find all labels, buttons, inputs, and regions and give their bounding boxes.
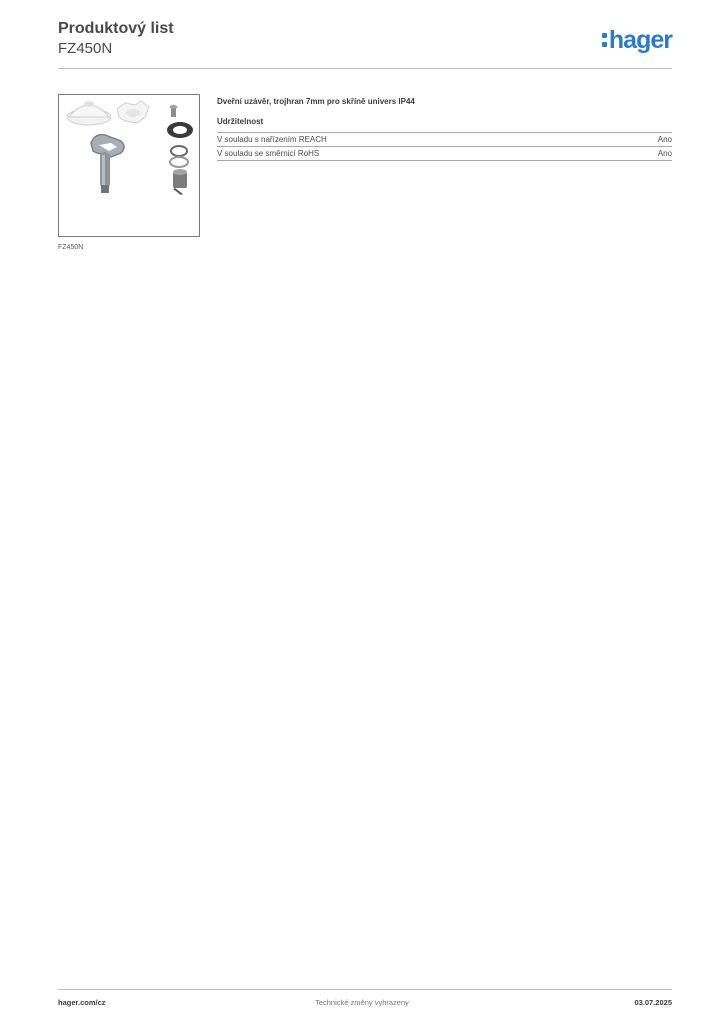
footer-website-link[interactable]: hager.com/cz <box>58 998 106 1007</box>
properties-table <box>217 132 672 161</box>
header-divider <box>58 68 672 69</box>
footer-date: 03.07.2025 <box>634 998 672 1007</box>
logo-dots-icon <box>602 27 607 47</box>
property-label: V souladu se směrnicí RoHS <box>217 149 320 158</box>
hager-logo <box>602 27 672 53</box>
footer-notice: Technické změny vyhrazeny <box>315 998 409 1007</box>
product-code: FZ450N <box>58 40 113 57</box>
property-value: Ano <box>657 135 672 144</box>
product-parts-illustration <box>59 95 199 236</box>
table-row <box>217 133 672 147</box>
footer-divider <box>58 989 672 990</box>
image-caption: FZ450N <box>58 244 84 251</box>
product-details <box>217 97 672 161</box>
section-title-sustainability: Udržitelnost <box>217 117 264 126</box>
logo-text: hager <box>608 26 672 54</box>
product-image <box>58 94 200 237</box>
table-row <box>217 147 672 161</box>
property-label: V souladu s nařízením REACH <box>217 135 327 144</box>
page-title: Produktový list <box>58 20 174 37</box>
product-description: Dveřní uzávěr, trojhran 7mm pro skříně univers IP44 <box>217 97 415 106</box>
page-header <box>58 20 672 70</box>
property-value: Ano <box>657 149 672 158</box>
